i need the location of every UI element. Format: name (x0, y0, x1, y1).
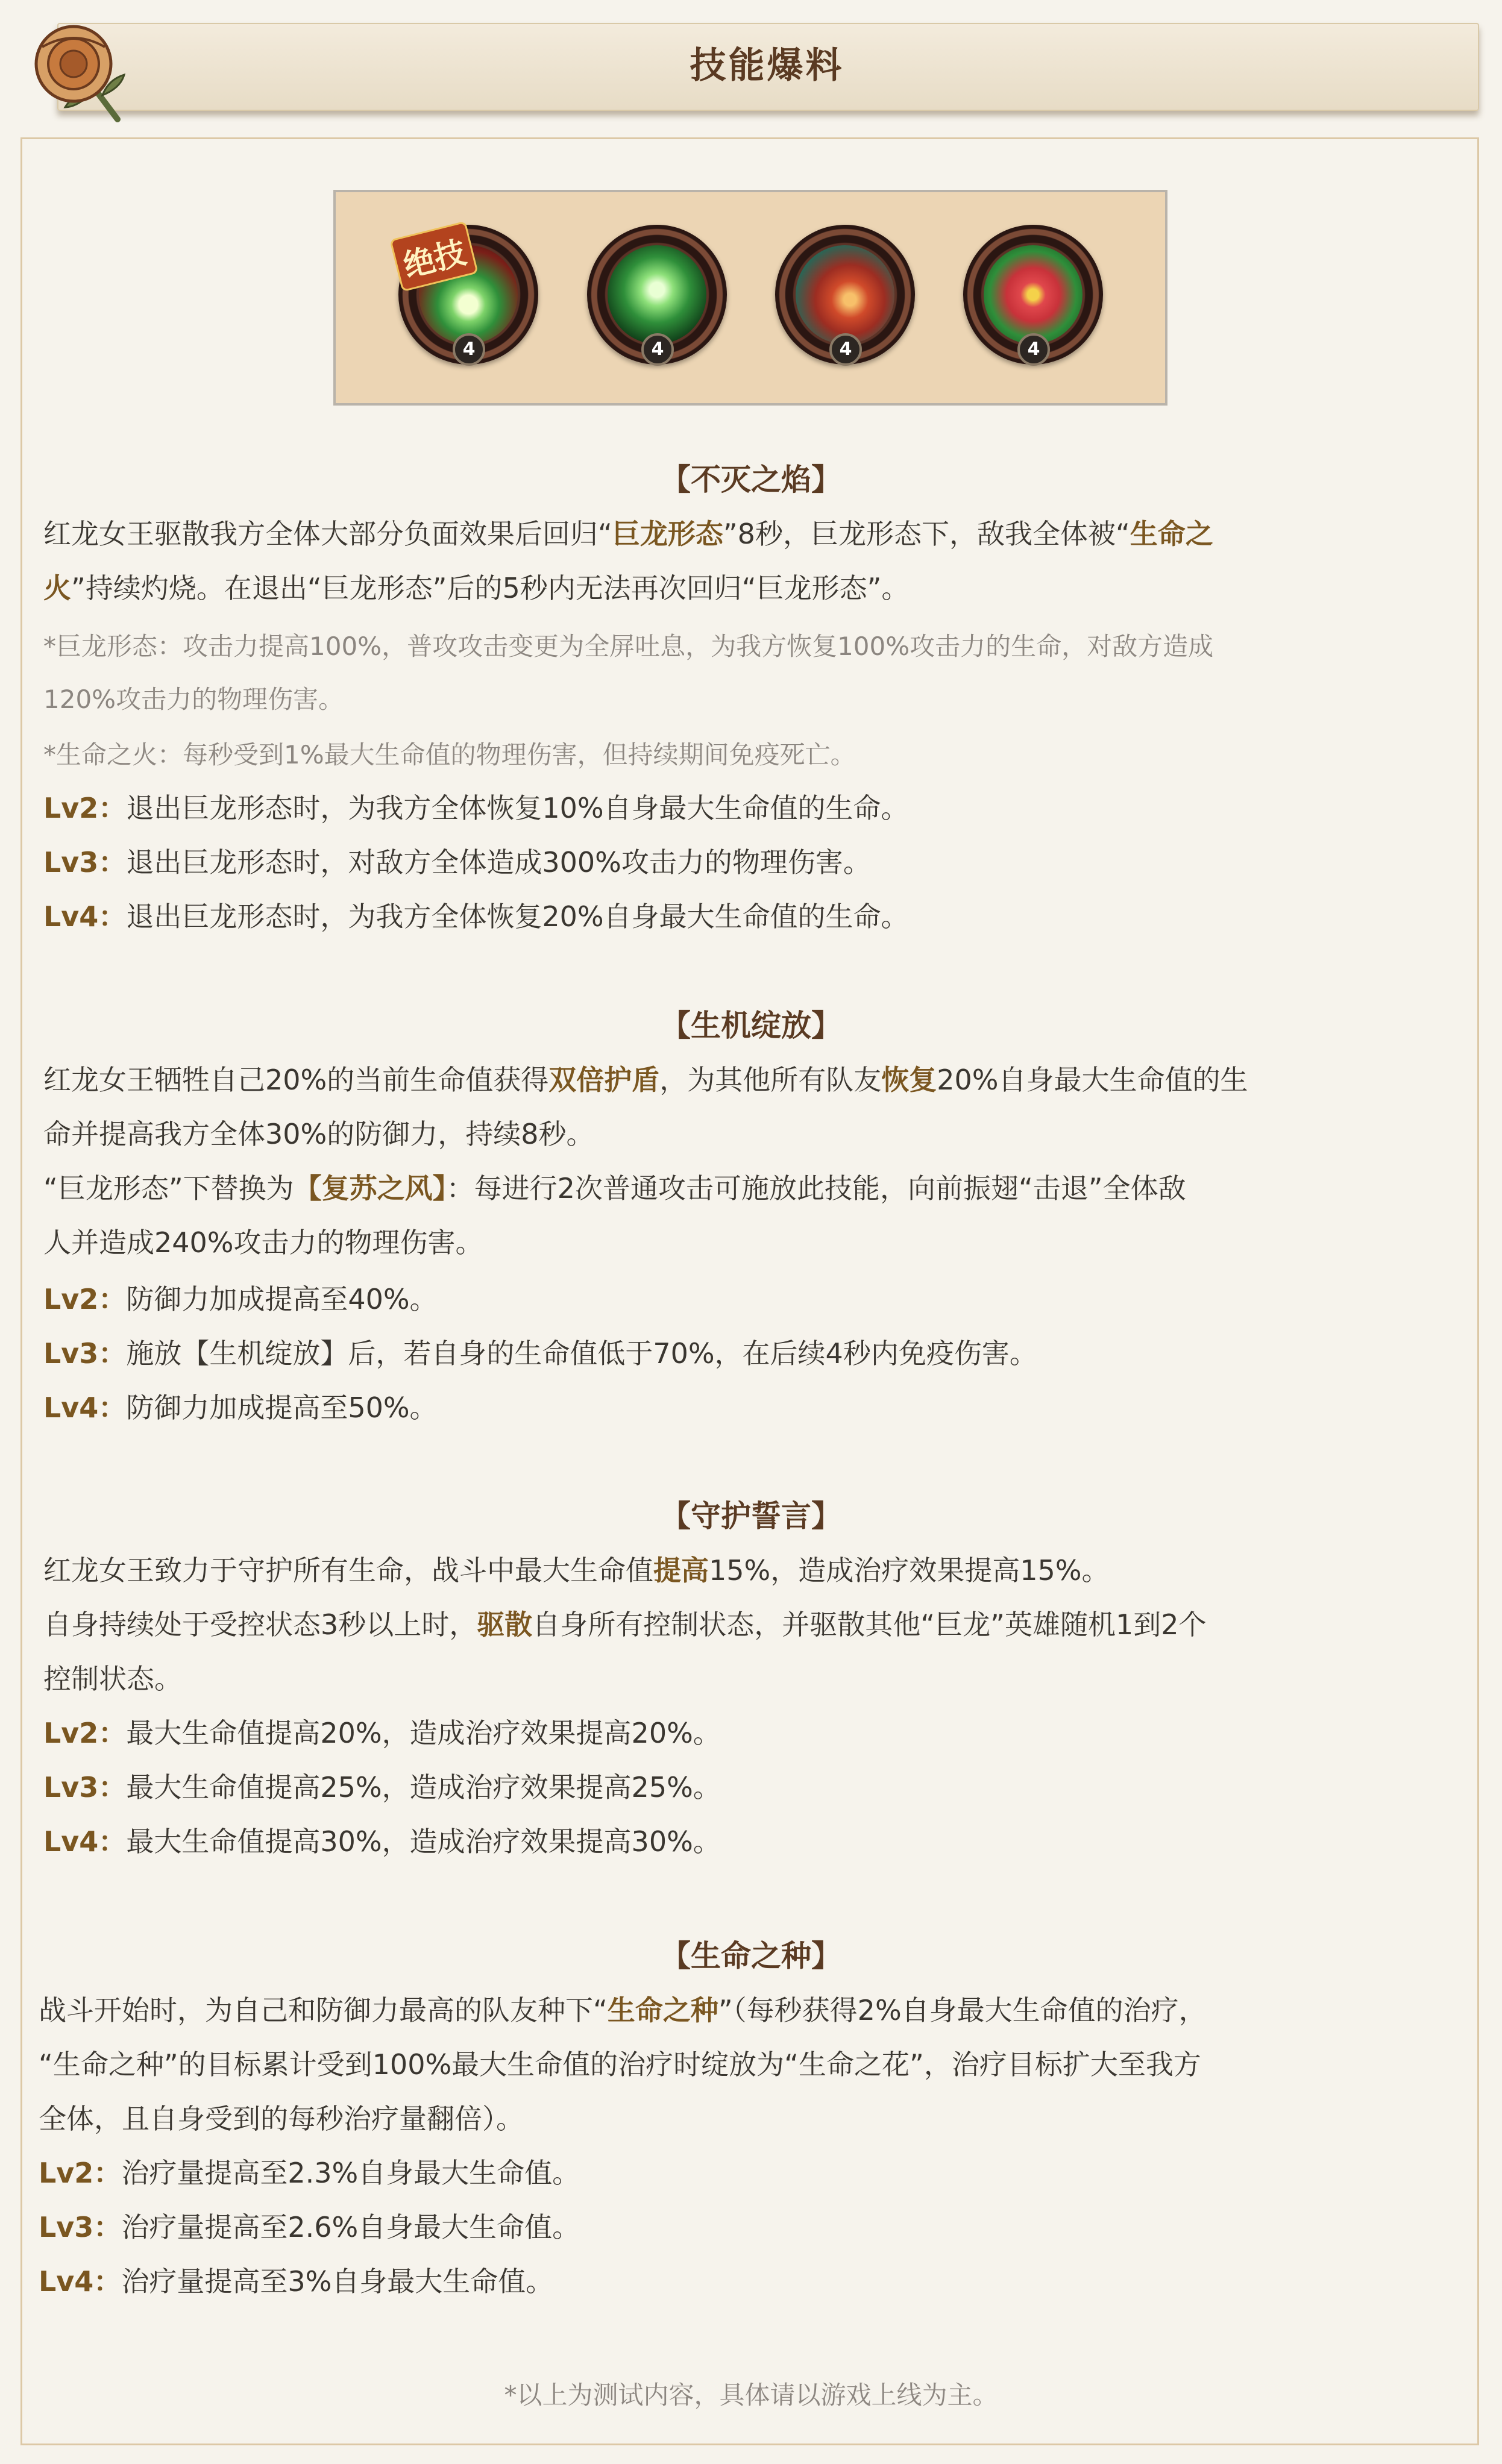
s3-lv3 (43, 1766, 721, 1805)
ult-skill-icon[interactable] (398, 225, 538, 365)
s3-text: 15%，造成治疗效果提高15%。 (709, 1554, 1110, 1587)
lv-text: 最大生命值提高30%，造成治疗效果提高30%。 (126, 1825, 721, 1858)
lv-tag: Lv3： (39, 2211, 122, 2243)
s3-highlight: 驱散 (477, 1608, 533, 1641)
s2-highlight: 双倍护盾 (548, 1064, 660, 1096)
s2-text: ，为其他所有队友 (659, 1064, 882, 1096)
s4-line1 (39, 1989, 1207, 2028)
s4-lv4 (39, 2260, 553, 2299)
lv-tag: Lv3： (43, 1771, 127, 1804)
green-spirit-core (608, 245, 706, 344)
s3-line2 (43, 1603, 1206, 1643)
s1-text: ”持续灼烧。在退出“巨龙形态”后的5秒内无法再次回归“巨龙形态”。 (71, 572, 910, 604)
flower-icon (18, 17, 133, 125)
section-title-buliezhiyan: 【不灭之焰】 (661, 462, 841, 497)
s1-note2: 120%攻击力的物理伤害。 (43, 685, 344, 714)
ult-tag: 绝技 (389, 221, 479, 292)
s2-line1 (43, 1058, 1248, 1098)
skill-level-badge: 4 (829, 333, 862, 366)
s1-highlight: 火 (43, 572, 71, 604)
s1-note1: *巨龙形态：攻击力提高100%，普攻攻击变更为全屏吐息，为我方恢复100%攻击力的生命，对敌方造成 (43, 632, 1214, 661)
lv-text: 最大生命值提高25%，造成治疗效果提高25%。 (126, 1771, 721, 1804)
lv-text: 施放【生机绽放】后，若自身的生命值低于70%，在后续4秒内免疫伤害。 (126, 1337, 1037, 1370)
lv-tag: Lv4： (43, 1825, 127, 1858)
s1-text: 红龙女王驱散我方全体大部分负面效果后回归“ (43, 518, 612, 550)
red-dragon-icon[interactable] (775, 225, 915, 365)
section-title-shengjizhanfang: 【生机绽放】 (661, 1008, 841, 1043)
page-title: 技能爆料 (690, 45, 844, 87)
s3-highlight: 提高 (653, 1554, 709, 1587)
s1-note3: *生命之火：每秒受到1%最大生命值的物理伤害，但持续期间免疫死亡。 (43, 740, 856, 770)
s2-highlight: 【复苏之风】 (294, 1172, 447, 1205)
s2-line2: 命并提高我方全体30%的防御力，持续8秒。 (43, 1118, 594, 1150)
lv-text: 防御力加成提高至50%。 (126, 1391, 438, 1424)
s4-lv2 (39, 2151, 580, 2191)
lv-text: 退出巨龙形态时，为我方全体恢复20%自身最大生命值的生命。 (126, 900, 909, 933)
skill-level-badge: 4 (1017, 333, 1050, 366)
s4-lv3 (39, 2205, 580, 2245)
s1-lv2 (43, 786, 909, 826)
s3-line3: 控制状态。 (43, 1663, 182, 1695)
green-spirit-icon[interactable] (587, 225, 727, 365)
lv-tag: Lv2： (43, 1283, 127, 1315)
lv-tag: Lv2： (39, 2157, 122, 2189)
lv-tag: Lv4： (39, 2265, 122, 2298)
s4-text: ”（每秒获得2%自身最大生命值的治疗， (718, 1994, 1207, 2027)
s1-highlight: 生命之 (1130, 518, 1213, 550)
s2-lv4 (43, 1386, 438, 1426)
lv-tag: Lv3： (43, 1337, 127, 1370)
s3-lv4 (43, 1820, 721, 1860)
s1-text: ”8秒，巨龙形态下，敌我全体被“ (723, 518, 1130, 550)
s1-line2 (43, 566, 909, 606)
s3-text: 自身所有控制状态，并驱散其他“巨龙”英雄随机1到2个 (532, 1608, 1207, 1641)
lv-tag: Lv4： (43, 1391, 127, 1424)
s2-highlight: 恢复 (881, 1064, 937, 1096)
s2-text: 20%自身最大生命值的生 (937, 1064, 1248, 1096)
red-dragon-core (796, 245, 894, 344)
header (0, 0, 1502, 139)
red-flower-core (984, 245, 1083, 344)
s4-text: 战斗开始时，为自己和防御力最高的队友种下“ (39, 1994, 608, 2027)
s2-text: ：每进行2次普通攻击可施放此技能，向前振翅“击退”全体敌 (446, 1172, 1186, 1205)
s2-lv2 (43, 1277, 438, 1317)
s4-line3: 全体，且自身受到的每秒治疗量翻倍）。 (39, 2102, 524, 2135)
red-flower-icon[interactable] (963, 225, 1103, 365)
s3-text: 自身持续处于受控状态3秒以上时， (43, 1608, 477, 1641)
s1-lv3 (43, 841, 871, 880)
s1-line1 (43, 512, 1213, 552)
skill-level-badge: 4 (641, 333, 674, 366)
lv-text: 退出巨龙形态时，为我方全体恢复10%自身最大生命值的生命。 (126, 792, 909, 824)
s1-lv4 (43, 895, 909, 935)
lv-tag: Lv2： (43, 792, 127, 824)
s3-lv2 (43, 1711, 721, 1751)
s2-text: 红龙女王牺牲自己20%的当前生命值获得 (43, 1064, 549, 1096)
section-title-shengmingzhizhong: 【生命之种】 (661, 1939, 841, 1973)
lv-tag: Lv4： (43, 900, 127, 933)
section-title-shouhushiyan: 【守护誓言】 (661, 1499, 841, 1534)
lv-text: 退出巨龙形态时，对敌方全体造成300%攻击力的物理伤害。 (126, 846, 871, 879)
s3-text: 红龙女王致力于守护所有生命，战斗中最大生命值 (43, 1554, 653, 1587)
s2-text: “巨龙形态”下替换为 (43, 1172, 294, 1205)
s4-highlight: 生命之种 (607, 1994, 718, 2027)
s1-highlight: 巨龙形态 (612, 518, 723, 550)
lv-text: 防御力加成提高至40%。 (126, 1283, 438, 1315)
s2-lv3 (43, 1332, 1037, 1372)
skill-level-badge: 4 (453, 333, 485, 366)
footer-note: *以上为测试内容，具体请以游戏上线为主。 (504, 2380, 998, 2410)
s4-line2: “生命之种”的目标累计受到100%最大生命值的治疗时绽放为“生命之花”，治疗目标扩大至我方 (39, 2048, 1201, 2081)
s2-line3 (43, 1167, 1186, 1206)
s2-line4: 人并造成240%攻击力的物理伤害。 (43, 1226, 483, 1259)
lv-text: 最大生命值提高20%，造成治疗效果提高20%。 (126, 1717, 721, 1749)
lv-text: 治疗量提高至2.3%自身最大生命值。 (121, 2157, 580, 2189)
lv-text: 治疗量提高至2.6%自身最大生命值。 (121, 2211, 580, 2243)
lv-tag: Lv3： (43, 846, 127, 879)
lv-text: 治疗量提高至3%自身最大生命值。 (121, 2265, 554, 2298)
skill-icons-box (333, 190, 1167, 406)
lv-tag: Lv2： (43, 1717, 127, 1749)
s3-line1 (43, 1549, 1109, 1588)
